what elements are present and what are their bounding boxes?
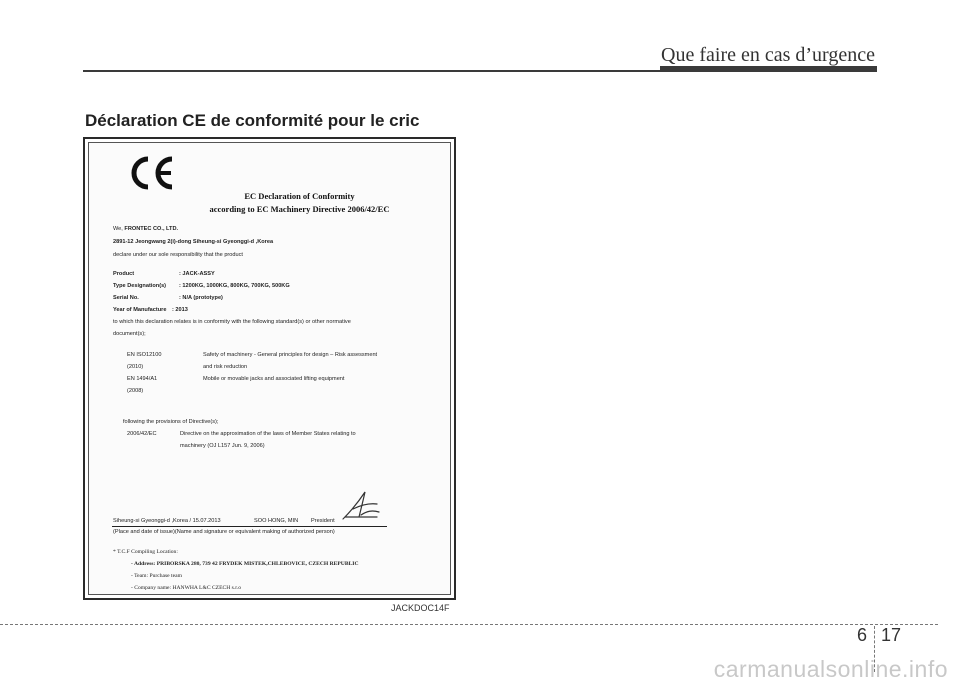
standard-code: EN ISO12100 (127, 352, 162, 358)
we-prefix: We, (113, 226, 123, 232)
type-value: : 1200KG, 1000KG, 800KG, 700KG, 500KG (179, 283, 290, 289)
standard-code: (2008) (127, 388, 144, 394)
conformity-line1: to which this declaration relates is in conformity with the following standard(s) or other normative (113, 319, 351, 325)
product-value: : JACK-ASSY (179, 271, 215, 277)
directive-code: 2006/42/EC (127, 431, 157, 437)
declaration-document-page (88, 142, 451, 595)
directive-line2: machinery (OJ L157 Jun. 9, 2006) (180, 443, 265, 449)
conformity-line2: document(s); (113, 331, 146, 337)
image-caption: JACKDOC14F (391, 603, 450, 613)
sign-title: President (311, 518, 335, 524)
standard-desc: and risk reduction (203, 364, 248, 370)
sign-place-date: Siheung-si Gyeonggi-d ,Korea / 15.07.2013 (113, 518, 221, 524)
doc-heading-line2: according to EC Machinery Directive 2006/42/EC (209, 204, 390, 214)
product-label: Product (113, 271, 135, 277)
company-address: 2891-12 Jeongwang 2(i)-dong Siheung-si Gyeonggi-d ,Korea (113, 239, 274, 245)
chapter-number: 6 (857, 625, 868, 645)
tcf-address: - Address: PRIBORSKA 280, 739 42 FRYDEK MISTEK,CHLEBOVICE, CZECH REPUBLIC (131, 561, 359, 567)
tcf-title: * T.C.F Compiling Location: (113, 549, 178, 555)
header-rule (83, 70, 660, 72)
header-rule-accent (660, 66, 877, 72)
serial-value: : N/A (prototype) (179, 295, 223, 301)
declare-line: declare under our sole responsibility that the product (113, 252, 243, 258)
type-label: Type Designation(s) (113, 283, 167, 289)
signature-line (112, 526, 387, 527)
section-title: Déclaration CE de conformité pour le cric (85, 111, 420, 130)
tcf-team: - Team: Purchase team (131, 573, 182, 579)
serial-label: Serial No. (113, 295, 139, 301)
standard-desc: Safety of machinery - General principles for design – Risk assessment (203, 352, 378, 358)
standard-desc: Mobile or movable jacks and associated lifting equipment (203, 376, 345, 382)
year-label: Year of Manufacture (113, 307, 167, 313)
directive-line1: Directive on the approximation of the laws of Member States relating to (180, 431, 356, 437)
doc-we-line (113, 227, 178, 233)
page-number: 17 (881, 625, 902, 645)
watermark: carmanualsonline.info (713, 656, 948, 682)
ce-mark-icon (126, 153, 178, 193)
year-value: : 2013 (172, 307, 188, 313)
standard-code: EN 1494/A1 (127, 376, 158, 382)
signature-image (339, 489, 381, 523)
chapter-title: Que faire en cas d’urgence (661, 44, 875, 66)
provisions-line: following the provisions of Directive(s); (123, 419, 219, 425)
tcf-company: - Company name: HANWHA L&C CZECH s.r.o (131, 585, 242, 591)
doc-heading-line1: EC Declaration of Conformity (244, 191, 355, 201)
footer-rule (0, 624, 938, 625)
standard-code: (2010) (127, 364, 144, 370)
sign-name: SOO HONG, MIN (254, 518, 299, 524)
company-name: FRONTEC CO., LTD. (124, 226, 179, 232)
sign-caption: (Place and date of issue)(Name and signature or equivalent making of authorized person) (113, 529, 335, 535)
declaration-document-image (83, 137, 456, 600)
